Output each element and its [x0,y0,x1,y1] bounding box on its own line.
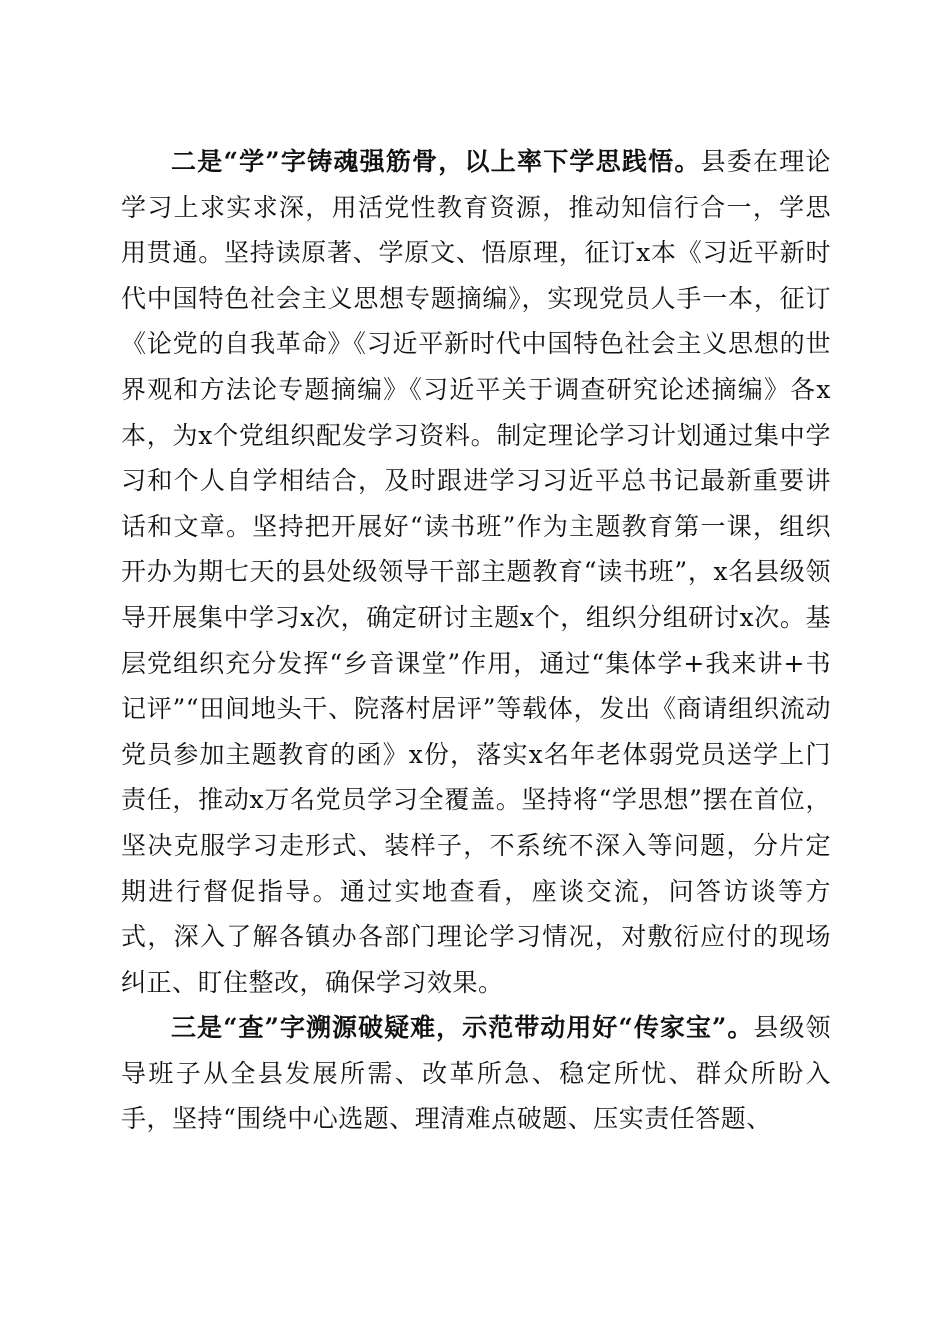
paragraph-investigate-text: 县级领导班子从全县发展所需、改革所急、稳定所忧、群众所盼入手，坚持“围绕中心选题、理清难点破题、压实责任答题、 [121,1013,831,1134]
paragraph-study-text: 县委在理论学习上求实求深，用活党性教育资源，推动知信行合一，学思用贯通。坚持读原著、学原文、悟原理，征订x本《习近平新时代中国特色社会主义思想专题摘编》，实现党员人手一本，征订《论党的自我革命》《习近平新时代中国特色社会主义思想的世界观和方法论专题摘编》《习近平关于调查研究论述摘编》各x本，为x个党组织配发学习资料。制定理论学习计划通过集中学习和个人自学相结合，及时跟进学习习近平总书记最新重要讲话和文章。坚持把开展好“读书班”作为主题教育第一课，组织开办为期七天的县处级领导干部主题教育“读书班”，x名县级领导开展集中学习x次，确定研讨主题x个，组织分组研讨x次。基层党组织充分发挥“乡音课堂”作用，通过“集体学+我来讲+书记评”“田间地头干、院落村居评”等载体，发出《商请组织流动党员参加主题教育的函》x份，落实x名年老体弱党员送学上门责任，推动x万名党员学习全覆盖。坚持将“学思想”摆在首位，坚决克服学习走形式、装样子，不系统不深入等问题，分片定期进行督促指导。通过实地查看，座谈交流，问答访谈等方式，深入了解各镇办各部门理论学习情况，对敷衍应付的现场纠正、盯住整改，确保学习效果。 [121,147,831,997]
paragraph-study-heading: 二是“学”字铸魂强筋骨，以上率下学思践悟。 [171,147,701,176]
document-body [121,139,831,1142]
paragraph-study [121,139,831,1005]
paragraph-investigate [121,1005,831,1142]
paragraph-investigate-heading: 三是“查”字溯源破疑难，示范带动用好“传家宝”。 [171,1013,754,1043]
